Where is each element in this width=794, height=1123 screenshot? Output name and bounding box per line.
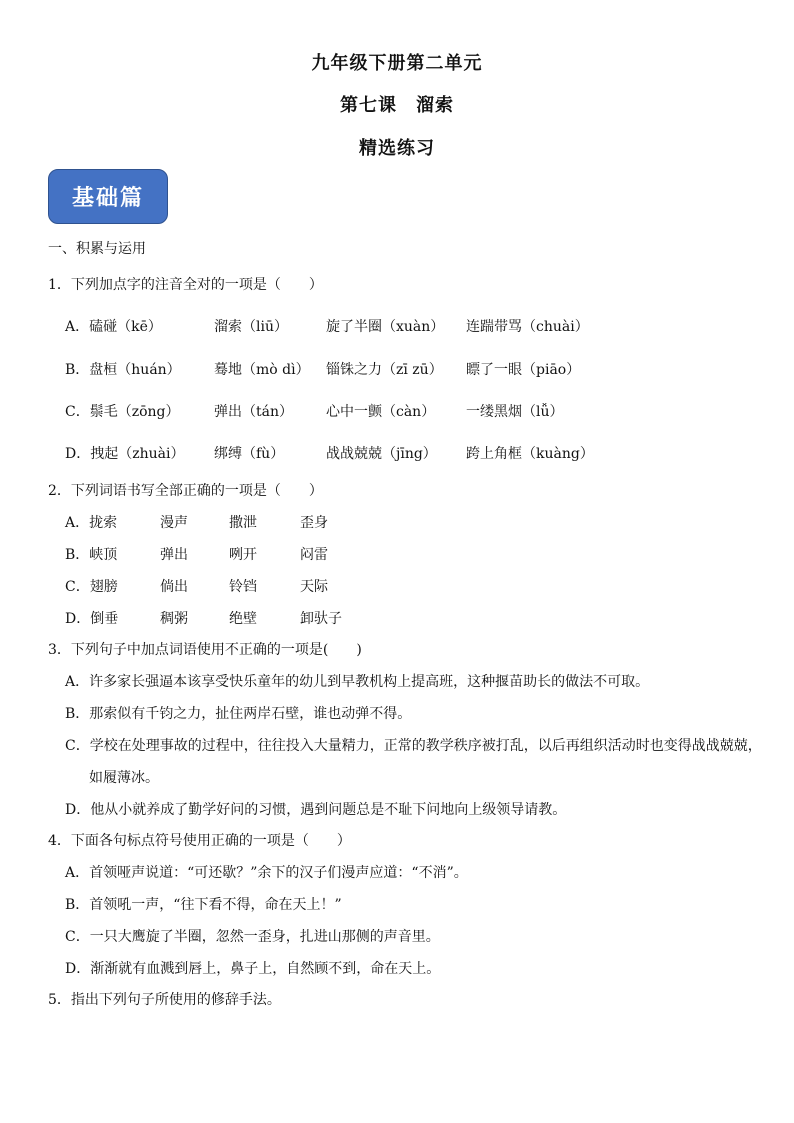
q3-option-c: C．学校在处理事故的过程中，往往投入大量精力，正常的教学秩序被打乱，以后再组织活动时也变得战战兢兢， [65, 738, 762, 754]
q4-option-b: B．首领吼一声，“往下看不得，命在天上！” [65, 897, 342, 913]
q1-option-b-2: 蓦地（mò dì） [214, 362, 310, 378]
q2-option-d-4: 卸驮子 [300, 611, 342, 627]
q3-option-d: D．他从小就养成了勤学好问的习惯，遇到问题总是不耻下问地向上级领导请教。 [65, 802, 567, 818]
q2-option-d-1: D．倒垂 [65, 611, 119, 627]
q1-option-c-1: C．鬃毛（zōng） [65, 404, 180, 420]
q2-option-c-2: 倘出 [160, 579, 188, 595]
q2-option-d-2: 稠粥 [160, 611, 188, 627]
section-badge: 基础篇 [48, 169, 168, 224]
q1-option-d-3: 战战兢兢（jīng） [326, 446, 437, 462]
q3-option-c-continued: 如履薄冰。 [89, 770, 159, 786]
question-3-stem: 3．下列句子中加点词语使用不正确的一项是( ) [48, 642, 362, 658]
q2-option-c-3: 铃铛 [229, 579, 257, 595]
lesson-title: 第七课 溜索 [340, 95, 454, 116]
question-2-stem: 2．下列词语书写全部正确的一项是（ ） [48, 483, 323, 499]
section-heading: 一、积累与运用 [48, 241, 146, 257]
q1-option-c-4: 一缕黑烟（lǚ） [466, 404, 564, 420]
q1-option-b-1: B．盘桓（huán） [65, 362, 181, 378]
question-4-stem: 4．下面各句标点符号使用正确的一项是（ ） [48, 833, 351, 849]
q1-option-b-3: 锱铢之力（zī zū） [326, 362, 443, 378]
q4-option-a: A．首领哑声说道：“可还歇？”余下的汉子们漫声应道：“不消”。 [65, 865, 468, 881]
q2-option-a-2: 漫声 [160, 515, 188, 531]
q1-option-a-3: 旋了半圈（xuàn） [326, 319, 445, 335]
q4-option-c: C．一只大鹰旋了半圈，忽然一歪身，扎进山那侧的声音里。 [65, 929, 440, 945]
q1-option-a-2: 溜索（liū） [214, 319, 288, 335]
q1-option-a-4: 连踹带骂（chuài） [466, 319, 589, 335]
q1-option-a-1: A．磕碰（kē） [65, 319, 162, 335]
q3-option-a: A．许多家长强逼本该享受快乐童年的幼儿到早教机构上提高班，这种揠苗助长的做法不可取。 [65, 674, 650, 690]
q2-option-b-4: 闷雷 [300, 547, 328, 563]
q1-option-b-4: 瞟了一眼（piāo） [466, 362, 581, 378]
q2-option-b-1: B．峡顶 [65, 547, 118, 563]
q1-option-d-4: 跨上角框（kuàng） [466, 446, 594, 462]
page-title: 九年级下册第二单元 [311, 53, 483, 74]
exercise-title: 精选练习 [359, 138, 435, 159]
q2-option-c-4: 天际 [300, 579, 328, 595]
q2-option-a-4: 歪身 [300, 515, 328, 531]
q1-option-c-2: 弹出（tán） [214, 404, 293, 420]
q1-option-c-3: 心中一颤（càn） [326, 404, 436, 420]
q4-option-d: D．渐渐就有血溅到唇上，鼻子上，自然顾不到，命在天上。 [65, 961, 441, 977]
q1-option-d-2: 绑缚（fù） [214, 446, 285, 462]
q2-option-d-3: 绝壁 [229, 611, 257, 627]
question-5-stem: 5．指出下列句子所使用的修辞手法。 [48, 992, 281, 1008]
q2-option-a-3: 撒泄 [229, 515, 257, 531]
question-1-stem: 1．下列加点字的注音全对的一项是（ ） [48, 277, 323, 293]
q2-option-a-1: A．拢索 [65, 515, 118, 531]
q3-option-b: B．那索似有千钧之力，扯住两岸石壁，谁也动弹不得。 [65, 706, 412, 722]
q2-option-b-2: 弹出 [160, 547, 188, 563]
q1-option-d-1: D．拽起（zhuài） [65, 446, 185, 462]
q2-option-b-3: 咧开 [229, 547, 257, 563]
q2-option-c-1: C．翅膀 [65, 579, 118, 595]
